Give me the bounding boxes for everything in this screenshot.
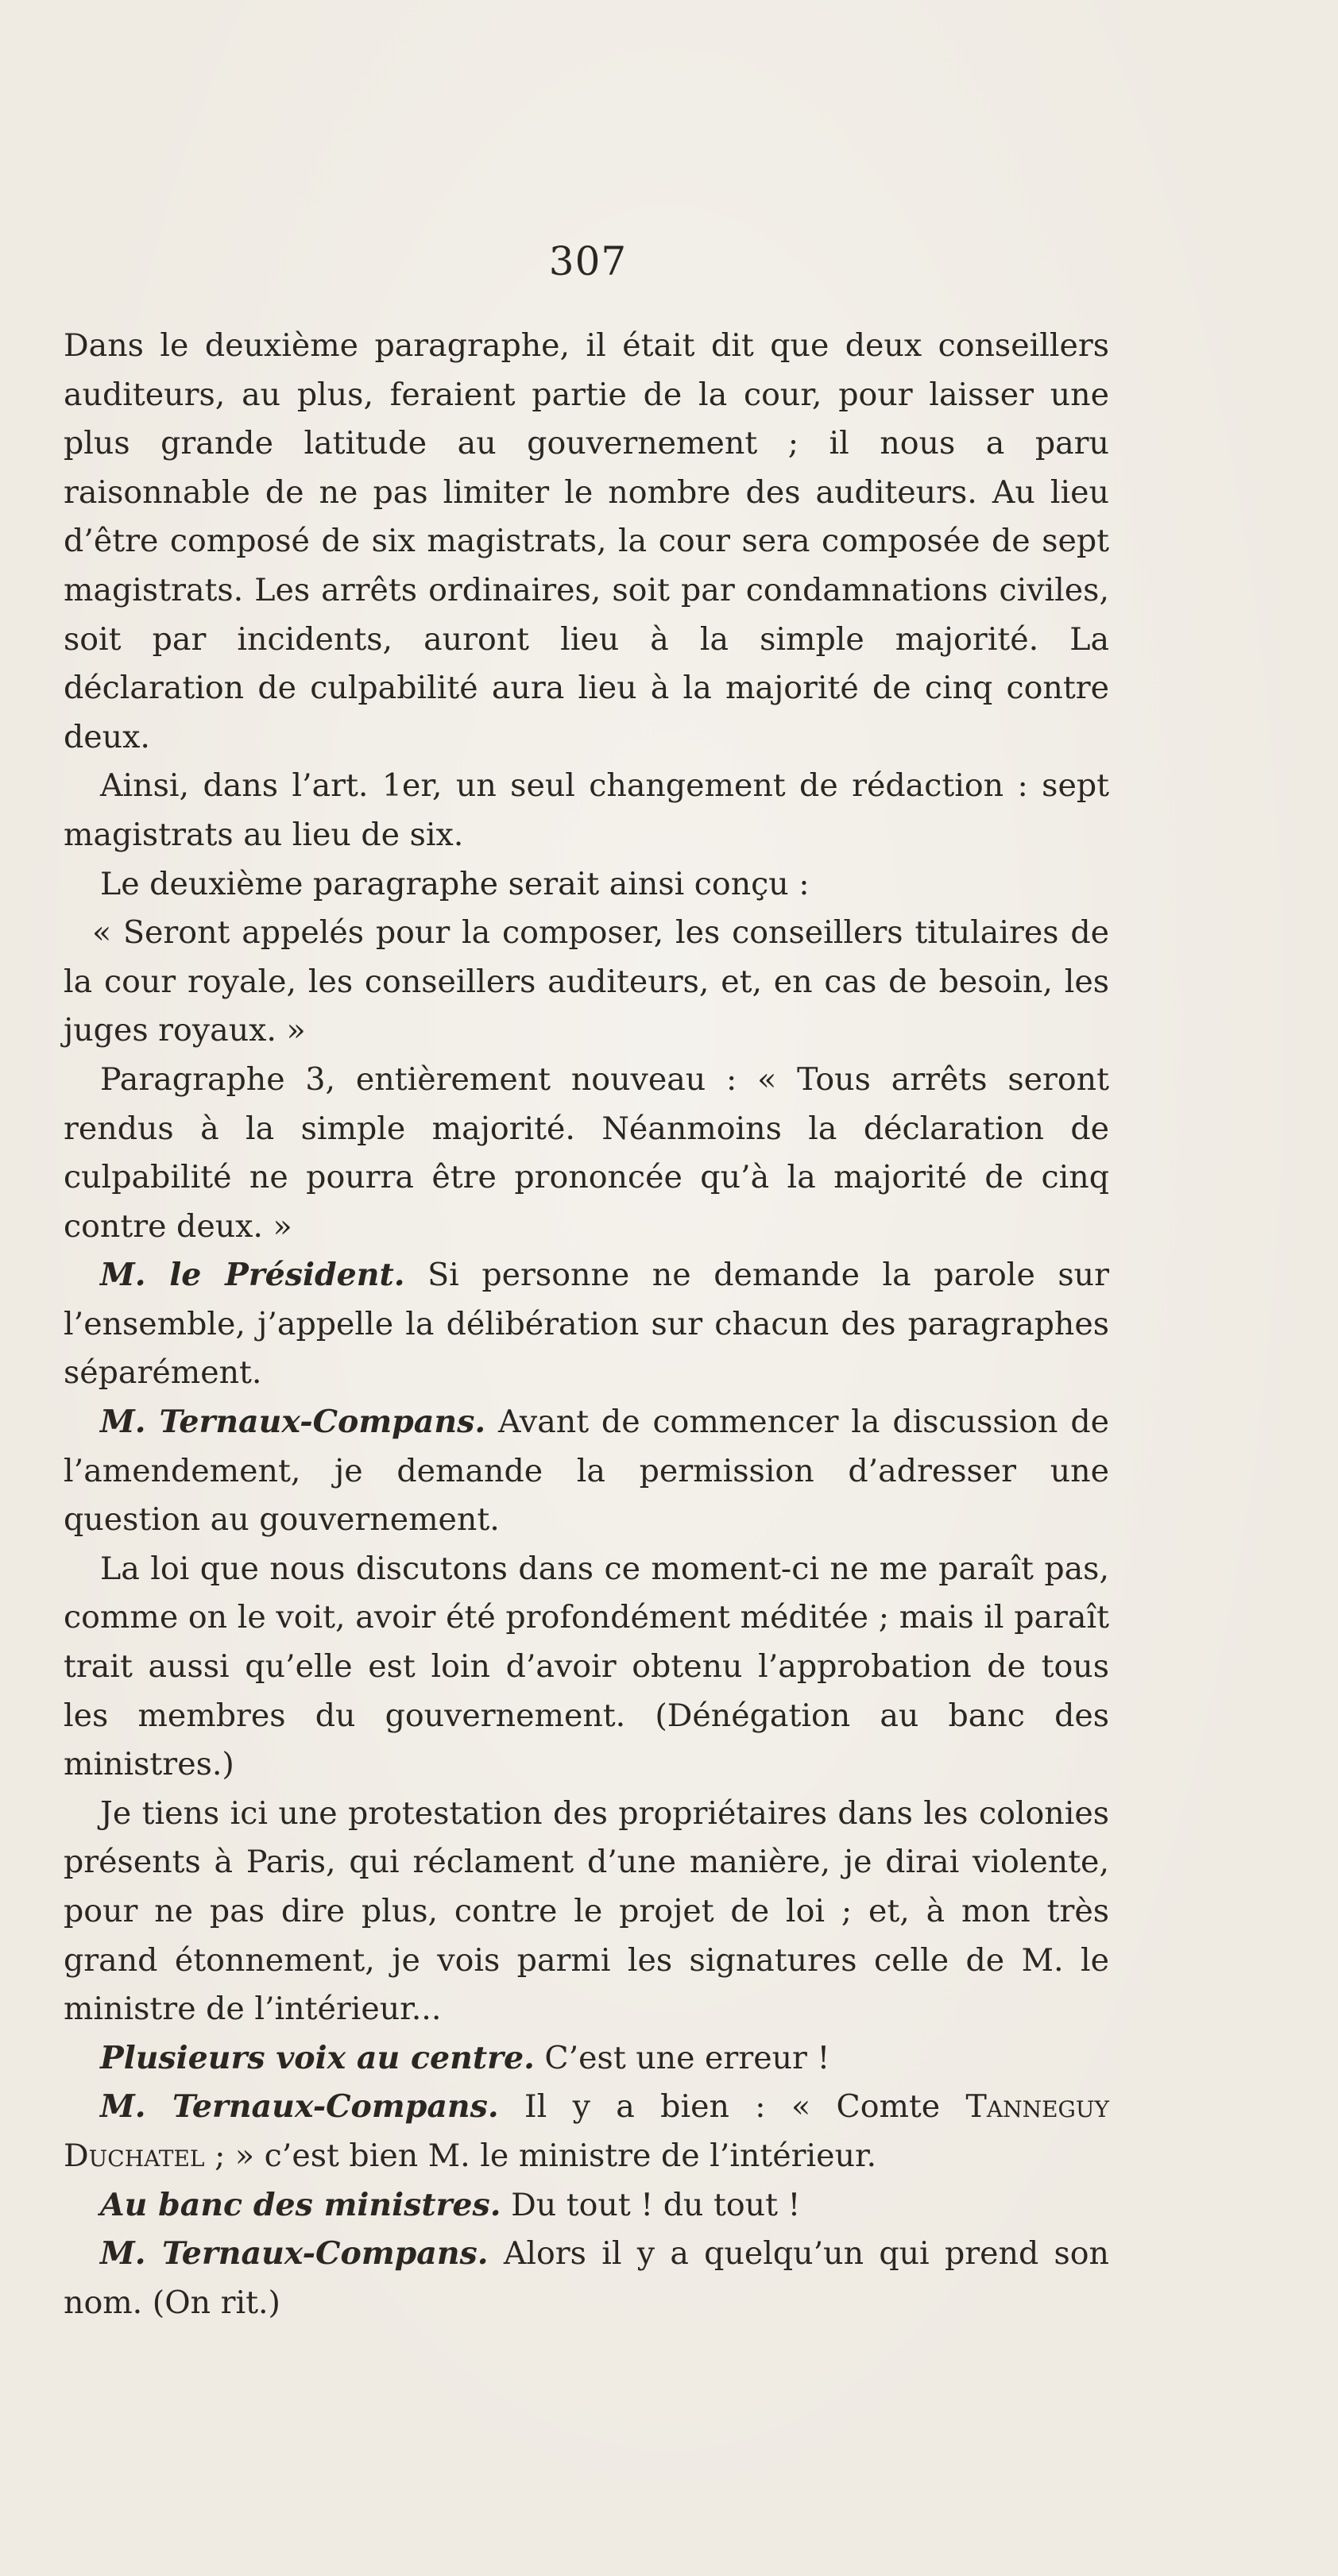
small-caps-name: Tanneguy Duchatel xyxy=(64,2088,1110,2174)
paragraph: La loi que nous discutons dans ce moment-ci ne me paraît pas, comme on le voit, avoir été profondément méditée ; mais il paraît trait aussi qu’elle est loin d’avoir obtenu l’approbation de tous les membres du gouvernement. (Dénégation au banc des ministres.) xyxy=(64,1550,1109,1783)
paragraph: Paragraphe 3, entièrement nouveau : « Tous arrêts seront rendus à la simple majorité. Néanmoins la déclaration de culpabilité ne pourra être prononcée qu’à la majorité de cinq contre deux. » xyxy=(64,1060,1109,1245)
speech-text: ; » c’est bien M. le ministre de l’intérieur. xyxy=(204,2137,877,2174)
paragraph: Je tiens ici une protestation des propriétaires dans les colonies présents à Paris, qui réclament d’une manière, je dirai violente, pour ne pas dire plus, contre le projet de loi ; et, à mon très grand étonnement, je vois parmi les signatures celle de M. le ministre de l’intérieur... xyxy=(64,1794,1109,2028)
paragraph: Dans le deuxième paragraphe, il était dit que deux conseillers auditeurs, au plus, feraient partie de la cour, pour laisser une plus grande latitude au gouvernement ; il nous a paru raisonnable de ne pas limiter le nombre des auditeurs. Au lieu d’être composé de six magistrats, la cour sera composée de sept magistrats. Les arrêts ordinaires, soit par condamnations civiles, soit par incidents, auront lieu à la simple majorité. La déclaration de culpabilité aura lieu à la majorité de cinq contre deux. xyxy=(64,327,1109,755)
body-text xyxy=(64,322,1109,2327)
speech-text: C’est une erreur ! xyxy=(544,2039,830,2076)
speech-paragraph xyxy=(64,2083,1109,2180)
speech-text: Alors il y a quelqu’un qui prend son nom. (On rit.) xyxy=(64,2235,1109,2321)
paragraph: Le deuxième paragraphe serait ainsi conçu : xyxy=(100,865,810,902)
speech-text: Du tout ! du tout ! xyxy=(511,2186,801,2223)
speech-paragraph xyxy=(64,1398,1109,1545)
speech-text: Il y a bien : « Comte xyxy=(524,2088,966,2126)
speech-paragraph xyxy=(64,2181,1109,2230)
speech-paragraph xyxy=(64,2034,1109,2084)
speech-text: Avant de commencer la discussion de l’amendement, je demande la permission d’adresser une question au gouvernement. xyxy=(64,1404,1109,1539)
speaker-name: Au banc des ministres. xyxy=(100,2186,501,2223)
speech-paragraph xyxy=(64,1251,1109,1398)
speaker-name: M. le Président. xyxy=(100,1257,405,1294)
quoted-paragraph: « Seront appelés pour la composer, les conseillers titulaires de la cour royale, les conseillers auditeurs, et, en cas de besoin, les juges royaux. » xyxy=(64,914,1109,1049)
speech-text: Si personne ne demande la parole sur l’ensemble, j’appelle la délibération sur chacun des paragraphes séparément. xyxy=(64,1257,1109,1392)
speaker-name: M. Ternaux-Compans. xyxy=(100,1404,486,1441)
speaker-name: Plusieurs voix au centre. xyxy=(100,2039,535,2076)
speaker-name: M. Ternaux-Compans. xyxy=(100,2235,489,2273)
page-number: 307 xyxy=(548,238,628,284)
paragraph: Ainsi, dans l’art. 1er, un seul changement de rédaction : sept magistrats au lieu de six. xyxy=(64,767,1109,853)
speaker-name: M. Ternaux-Compans. xyxy=(100,2088,499,2126)
speech-paragraph xyxy=(64,2230,1109,2327)
